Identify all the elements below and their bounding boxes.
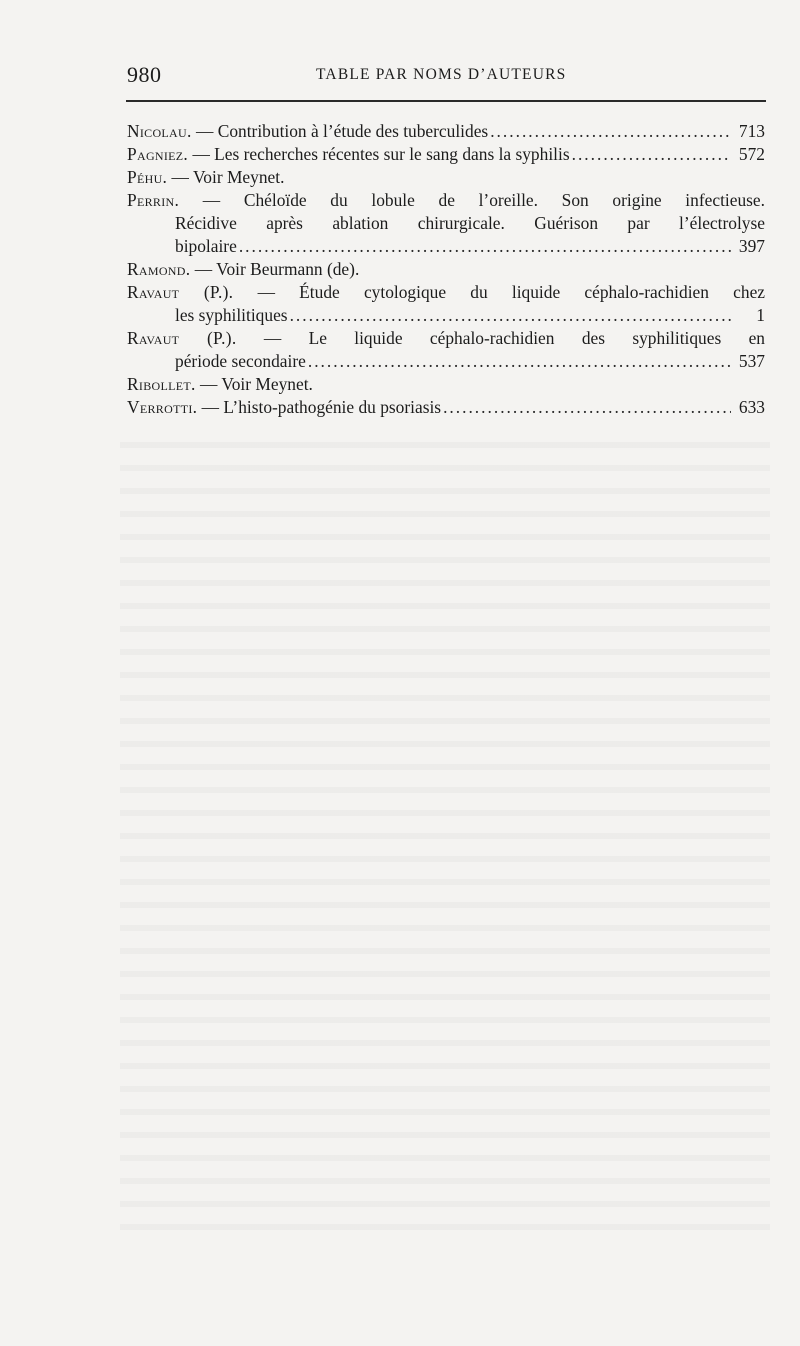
entry-title: les syphilitiques xyxy=(175,305,288,325)
entry-title: — Le liquide céphalo-rachidien des syphilitiques en xyxy=(263,328,765,348)
index-entry xyxy=(127,120,765,143)
page-reference: 1 xyxy=(756,305,765,325)
entry-title: période secondaire xyxy=(175,351,306,371)
dot-leader xyxy=(443,396,731,419)
index-entry xyxy=(127,189,765,258)
entry-continuation-line xyxy=(127,235,765,258)
entry-title: Récidive après ablation chirurgicale. Guérison par l’électrolyse xyxy=(175,213,765,233)
entry-line-text xyxy=(127,327,765,350)
entry-line xyxy=(127,166,765,189)
entry-line-text xyxy=(127,189,765,212)
index-entry xyxy=(127,166,765,189)
page-reference: 572 xyxy=(738,144,765,164)
index-entry xyxy=(127,281,765,327)
entry-line xyxy=(127,143,765,166)
index-entry xyxy=(127,258,765,281)
entry-continuation-line xyxy=(127,304,765,327)
dot-leader xyxy=(490,120,731,143)
entry-title: — Contribution à l’étude des tuberculides xyxy=(196,121,489,141)
index-entry xyxy=(127,373,765,396)
author-name: Ravaut (P.). xyxy=(127,328,237,348)
author-name: Perrin. xyxy=(127,190,180,210)
author-name: Ramond. xyxy=(127,259,191,279)
author-name: Ribollet. xyxy=(127,374,196,394)
author-name: Ravaut (P.). xyxy=(127,282,234,302)
entry-line xyxy=(127,396,765,419)
author-name: Verrotti. xyxy=(127,397,198,417)
page-reference: 537 xyxy=(738,351,765,371)
entry-line xyxy=(127,258,765,281)
index-entry xyxy=(127,327,765,373)
page-reference: 397 xyxy=(738,236,765,256)
page-reference: 713 xyxy=(738,121,765,141)
entry-title: bipolaire xyxy=(175,236,237,256)
entry-title: — Voir Meynet. xyxy=(171,167,285,187)
dot-leader xyxy=(290,304,731,327)
dot-leader xyxy=(572,143,731,166)
dot-leader xyxy=(239,235,731,258)
index-entry xyxy=(127,396,765,419)
entry-line xyxy=(127,189,765,212)
author-name: Pagniez. xyxy=(127,144,189,164)
entry-line xyxy=(127,327,765,350)
running-head: TABLE PAR NOMS D’AUTEURS xyxy=(316,66,567,83)
entry-title: — Chéloïde du lobule de l’oreille. Son origine infectieuse. xyxy=(202,190,765,210)
entry-title: — Voir Beurmann (de). xyxy=(194,259,360,279)
entry-title: — Étude cytologique du liquide céphalo-rachidien chez xyxy=(257,282,766,302)
entry-line-text xyxy=(127,281,765,304)
entry-title: — L’histo-pathogénie du psoriasis xyxy=(201,397,442,417)
entry-title: — Les recherches récentes sur le sang dans la syphilis xyxy=(192,144,570,164)
entry-line xyxy=(127,120,765,143)
author-name: Nicolau. xyxy=(127,121,192,141)
entry-continuation-line xyxy=(127,212,765,235)
page-reference: 633 xyxy=(738,397,765,417)
page-number: 980 xyxy=(127,62,162,87)
entry-line xyxy=(127,373,765,396)
entry-line xyxy=(127,281,765,304)
author-index-list xyxy=(127,120,765,419)
bleed-through-texture xyxy=(120,430,770,1230)
dot-leader xyxy=(308,350,731,373)
author-name: Péhu. xyxy=(127,167,168,187)
index-entry xyxy=(127,143,765,166)
entry-title: — Voir Meynet. xyxy=(200,374,313,394)
header-rule xyxy=(126,100,766,102)
entry-continuation-line xyxy=(127,350,765,373)
